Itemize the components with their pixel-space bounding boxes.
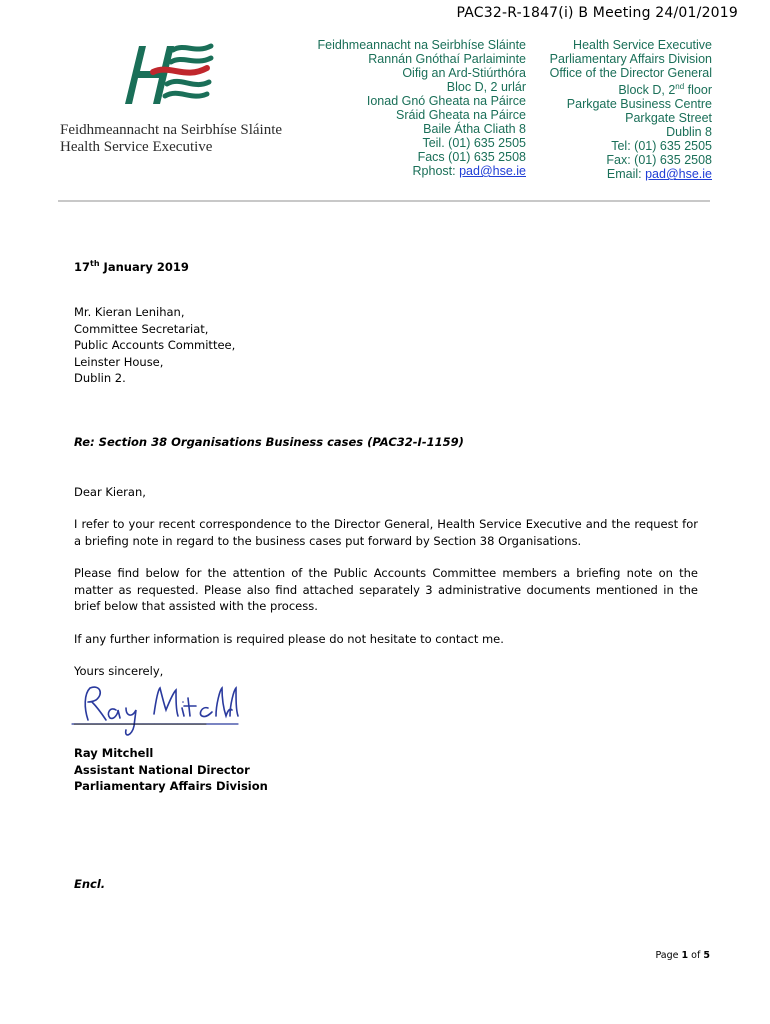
address-block-irish bbox=[318, 38, 526, 178]
logo-text-irish: Feidhmeannacht na Seirbhíse Sláinte bbox=[60, 122, 283, 138]
address-line bbox=[550, 80, 712, 97]
page-current: 1 bbox=[681, 950, 689, 961]
email-link[interactable]: pad@hse.ie bbox=[645, 167, 712, 182]
address-line: Bloc D, 2 urlár bbox=[446, 80, 526, 94]
hse-logo-mark-icon bbox=[115, 38, 215, 110]
address-line: Parkgate Business Centre bbox=[566, 97, 712, 112]
address-line: Facs (01) 635 2508 bbox=[417, 150, 526, 164]
date-day: 17 bbox=[74, 259, 91, 274]
signatory-title: Assistant National Director bbox=[74, 762, 250, 777]
address-line: Fax: (01) 635 2508 bbox=[606, 153, 712, 168]
header-divider bbox=[58, 200, 710, 202]
address-block-english bbox=[550, 38, 712, 181]
letter-date bbox=[74, 256, 698, 275]
address-line: Health Service Executive bbox=[573, 38, 712, 52]
enclosure-note: Encl. bbox=[74, 877, 106, 891]
signatory-name: Ray Mitchell bbox=[74, 746, 154, 760]
address-line: Oifig an Ard-Stiúrthóra bbox=[402, 66, 526, 80]
address-line: Parliamentary Affairs Division bbox=[549, 52, 712, 66]
address-line: Office of the Director General bbox=[549, 66, 712, 80]
email-label: Email: bbox=[606, 167, 642, 182]
letter-paragraph: If any further information is required please do not hesitate to contact me. bbox=[74, 632, 504, 646]
signature-line: _______________________ bbox=[74, 711, 207, 725]
page-of: of bbox=[691, 950, 701, 961]
recipient-line: Dublin 2. bbox=[74, 371, 126, 385]
page-number bbox=[655, 950, 710, 961]
address-line: Rannán Gnóthaí Parlaiminte bbox=[368, 52, 526, 66]
recipient-line: Mr. Kieran Lenihan, bbox=[74, 305, 185, 319]
page-label: Page bbox=[655, 950, 679, 961]
address-floor-text: Block D, 2 bbox=[618, 83, 676, 98]
letter-salutation: Dear Kieran, bbox=[74, 485, 146, 499]
recipient-line: Committee Secretariat, bbox=[74, 321, 209, 336]
document-reference: PAC32-R-1847(i) B Meeting 24/01/2019 bbox=[456, 5, 738, 21]
address-line: Tel: (01) 635 2505 bbox=[611, 139, 712, 154]
recipient-line: Public Accounts Committee, bbox=[74, 338, 236, 352]
hse-logo bbox=[60, 38, 290, 156]
letter-paragraph: Please find below for the attention of the Public Accounts Committee members a briefing note on the matter as requested. Please also find attached separately 3 administrative documents mentioned in the brief below that assisted with the process. bbox=[74, 566, 698, 613]
signatory-block bbox=[74, 745, 698, 795]
address-floor-word: floor bbox=[684, 83, 712, 98]
signatory-division: Parliamentary Affairs Division bbox=[74, 779, 268, 793]
address-email-line bbox=[318, 164, 526, 178]
address-line: Ionad Gnó Gheata na Páirce bbox=[366, 94, 526, 108]
logo-text-english: Health Service Executive bbox=[60, 139, 213, 155]
letter-closing: Yours sincerely, bbox=[74, 664, 164, 678]
address-line: Feidhmeannacht na Seirbhíse Sláinte bbox=[317, 38, 526, 52]
date-month-year: January 2019 bbox=[99, 259, 189, 274]
address-line: Baile Átha Cliath 8 bbox=[423, 122, 526, 136]
recipient-line: Leinster House, bbox=[74, 354, 164, 369]
address-line: Teil. (01) 635 2505 bbox=[422, 136, 526, 150]
address-email-line bbox=[550, 167, 712, 181]
page-total: 5 bbox=[703, 950, 710, 961]
recipient-address bbox=[74, 304, 698, 387]
address-floor-suffix: nd bbox=[675, 82, 685, 91]
email-link[interactable]: pad@hse.ie bbox=[459, 164, 526, 178]
address-line: Parkgate Street bbox=[625, 111, 712, 126]
address-line: Dublin 8 bbox=[666, 125, 712, 140]
letter-paragraph: I refer to your recent correspondence to the Director General, Health Service Executive and the request for a briefing note in regard to the business cases put forward by Section 38 Organisations. bbox=[74, 517, 698, 548]
letter-subject: Re: Section 38 Organisations Business cases (PAC32-I-1159) bbox=[74, 435, 464, 449]
email-label: Rphost: bbox=[412, 164, 456, 178]
address-line: Sráid Gheata na Páirce bbox=[396, 108, 526, 122]
date-suffix: th bbox=[90, 259, 100, 268]
